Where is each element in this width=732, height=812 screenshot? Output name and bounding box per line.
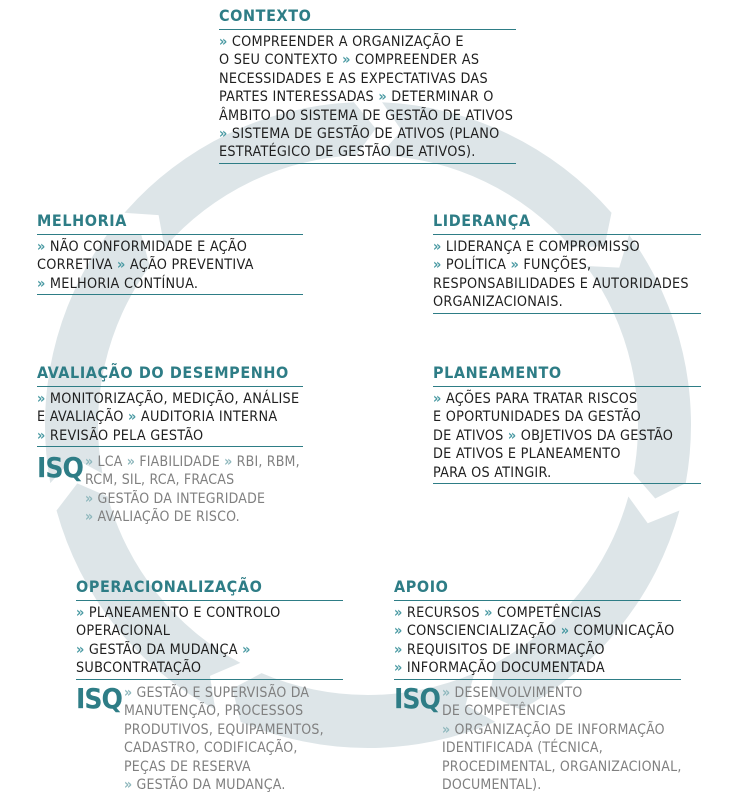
text-line: IDENTIFICADA (TÉCNICA, (442, 740, 603, 757)
section-operacionalizacao (76, 578, 343, 680)
text-line: DOCUMENTAL). (442, 777, 542, 794)
text-line: RCM, SIL, RCA, FRACAS (85, 472, 235, 489)
isq-logo: ISQ (394, 682, 440, 715)
section-lideranca (433, 212, 701, 314)
text-line: PRODUTIVOS, EQUIPAMENTOS, (124, 721, 324, 738)
text-line: E OPORTUNIDADES DA GESTÃO (433, 409, 641, 426)
text-line: » GESTÃO DA INTEGRIDADE (85, 490, 266, 507)
isq-text (85, 453, 300, 527)
section-title: MELHORIA (37, 212, 303, 235)
section-title: OPERACIONALIZAÇÃO (76, 578, 343, 601)
text-line: DE ATIVOS » OBJETIVOS DA GESTÃO (433, 427, 674, 444)
text-line: » POLÍTICA » FUNÇÕES, (433, 257, 592, 274)
text-line: PARA OS ATINGIR. (433, 464, 552, 481)
isq-avaliacao (37, 453, 307, 533)
text-line: » COMPREENDER A ORGANIZAÇÃO E (219, 34, 464, 50)
section-body (37, 235, 303, 295)
section-body (76, 601, 343, 680)
text-line: PEÇAS DE RESERVA (124, 758, 251, 775)
section-title: LIDERANÇA (433, 212, 701, 235)
isq-text (442, 684, 682, 794)
section-title: APOIO (394, 578, 681, 601)
section-title: CONTEXTO (219, 7, 516, 30)
section-planeamento (433, 364, 701, 484)
section-title: PLANEAMENTO (433, 364, 701, 387)
isq-text (124, 684, 324, 794)
text-line: » REVISÃO PELA GESTÃO (37, 427, 204, 444)
text-line: » NÃO CONFORMIDADE E AÇÃO (37, 239, 248, 255)
text-line: » GESTÃO DA MUDANÇA. (124, 777, 286, 794)
text-line: » SISTEMA DE GESTÃO DE ATIVOS (PLANO (219, 126, 500, 143)
text-line: » RECURSOS » COMPETÊNCIAS (394, 605, 602, 621)
text-line: » AVALIAÇÃO DE RISCO. (85, 509, 240, 526)
section-body (394, 601, 681, 680)
text-line: » MONITORIZAÇÃO, MEDIÇÃO, ANÁLISE (37, 391, 300, 407)
section-avaliacao (37, 364, 303, 447)
isq-operacionalizacao (76, 684, 346, 799)
text-line: PARTES INTERESSADAS » DETERMINAR O (219, 89, 494, 106)
section-title: AVALIAÇÃO DO DESEMPENHO (37, 364, 303, 387)
text-line: » GESTÃO DA MUDANÇA » (76, 641, 251, 658)
isq-logo: ISQ (37, 451, 83, 484)
text-line: » DESENVOLVIMENTO (442, 685, 583, 701)
text-line: RESPONSABILIDADES E AUTORIDADES (433, 275, 689, 292)
text-line: OPERACIONAL (76, 623, 171, 640)
section-contexto (219, 7, 516, 164)
text-line: » PLANEAMENTO E CONTROLO (76, 605, 281, 621)
text-line: E AVALIAÇÃO » AUDITORIA INTERNA (37, 409, 278, 426)
text-line: ORGANIZACIONAIS. (433, 294, 563, 311)
text-line: » GESTÃO E SUPERVISÃO DA (124, 685, 310, 701)
section-apoio (394, 578, 681, 680)
text-line: PROCEDIMENTAL, ORGANIZACIONAL, (442, 758, 682, 775)
text-line: ESTRATÉGICO DE GESTÃO DE ATIVOS). (219, 144, 476, 161)
text-line: O SEU CONTEXTO » COMPREENDER AS (219, 52, 480, 69)
section-body (433, 235, 701, 314)
text-line: » REQUISITOS DE INFORMAÇÃO (394, 641, 605, 658)
text-line: ÂMBITO DO SISTEMA DE GESTÃO DE ATIVOS (219, 107, 514, 124)
section-melhoria (37, 212, 303, 295)
text-line: » ORGANIZAÇÃO DE INFORMAÇÃO (442, 721, 665, 738)
isq-logo: ISQ (76, 682, 122, 715)
text-line: DE ATIVOS E PLANEAMENTO (433, 446, 621, 463)
section-body (219, 30, 516, 164)
text-line: » CONSCIENCIALIZAÇÃO » COMUNICAÇÃO (394, 623, 675, 640)
text-line: CORRETIVA » AÇÃO PREVENTIVA (37, 257, 254, 274)
text-line: SUBCONTRATAÇÃO (76, 660, 202, 677)
text-line: » MELHORIA CONTÍNUA. (37, 275, 199, 292)
text-line: MANUTENÇÃO, PROCESSOS (124, 703, 304, 720)
text-line: » AÇÕES PARA TRATAR RISCOS (433, 391, 638, 407)
text-line: » LCA » FIABILIDADE » RBI, RBM, (85, 454, 300, 470)
section-body (37, 387, 303, 447)
section-body (433, 387, 701, 484)
text-line: NECESSIDADES E AS EXPECTATIVAS DAS (219, 70, 488, 87)
text-line: » INFORMAÇÃO DOCUMENTADA (394, 660, 605, 677)
text-line: CADASTRO, CODIFICAÇÃO, (124, 740, 298, 757)
text-line: DE COMPETÊNCIAS (442, 703, 566, 720)
text-line: » LIDERANÇA E COMPROMISSO (433, 239, 640, 255)
isq-apoio (394, 684, 694, 799)
